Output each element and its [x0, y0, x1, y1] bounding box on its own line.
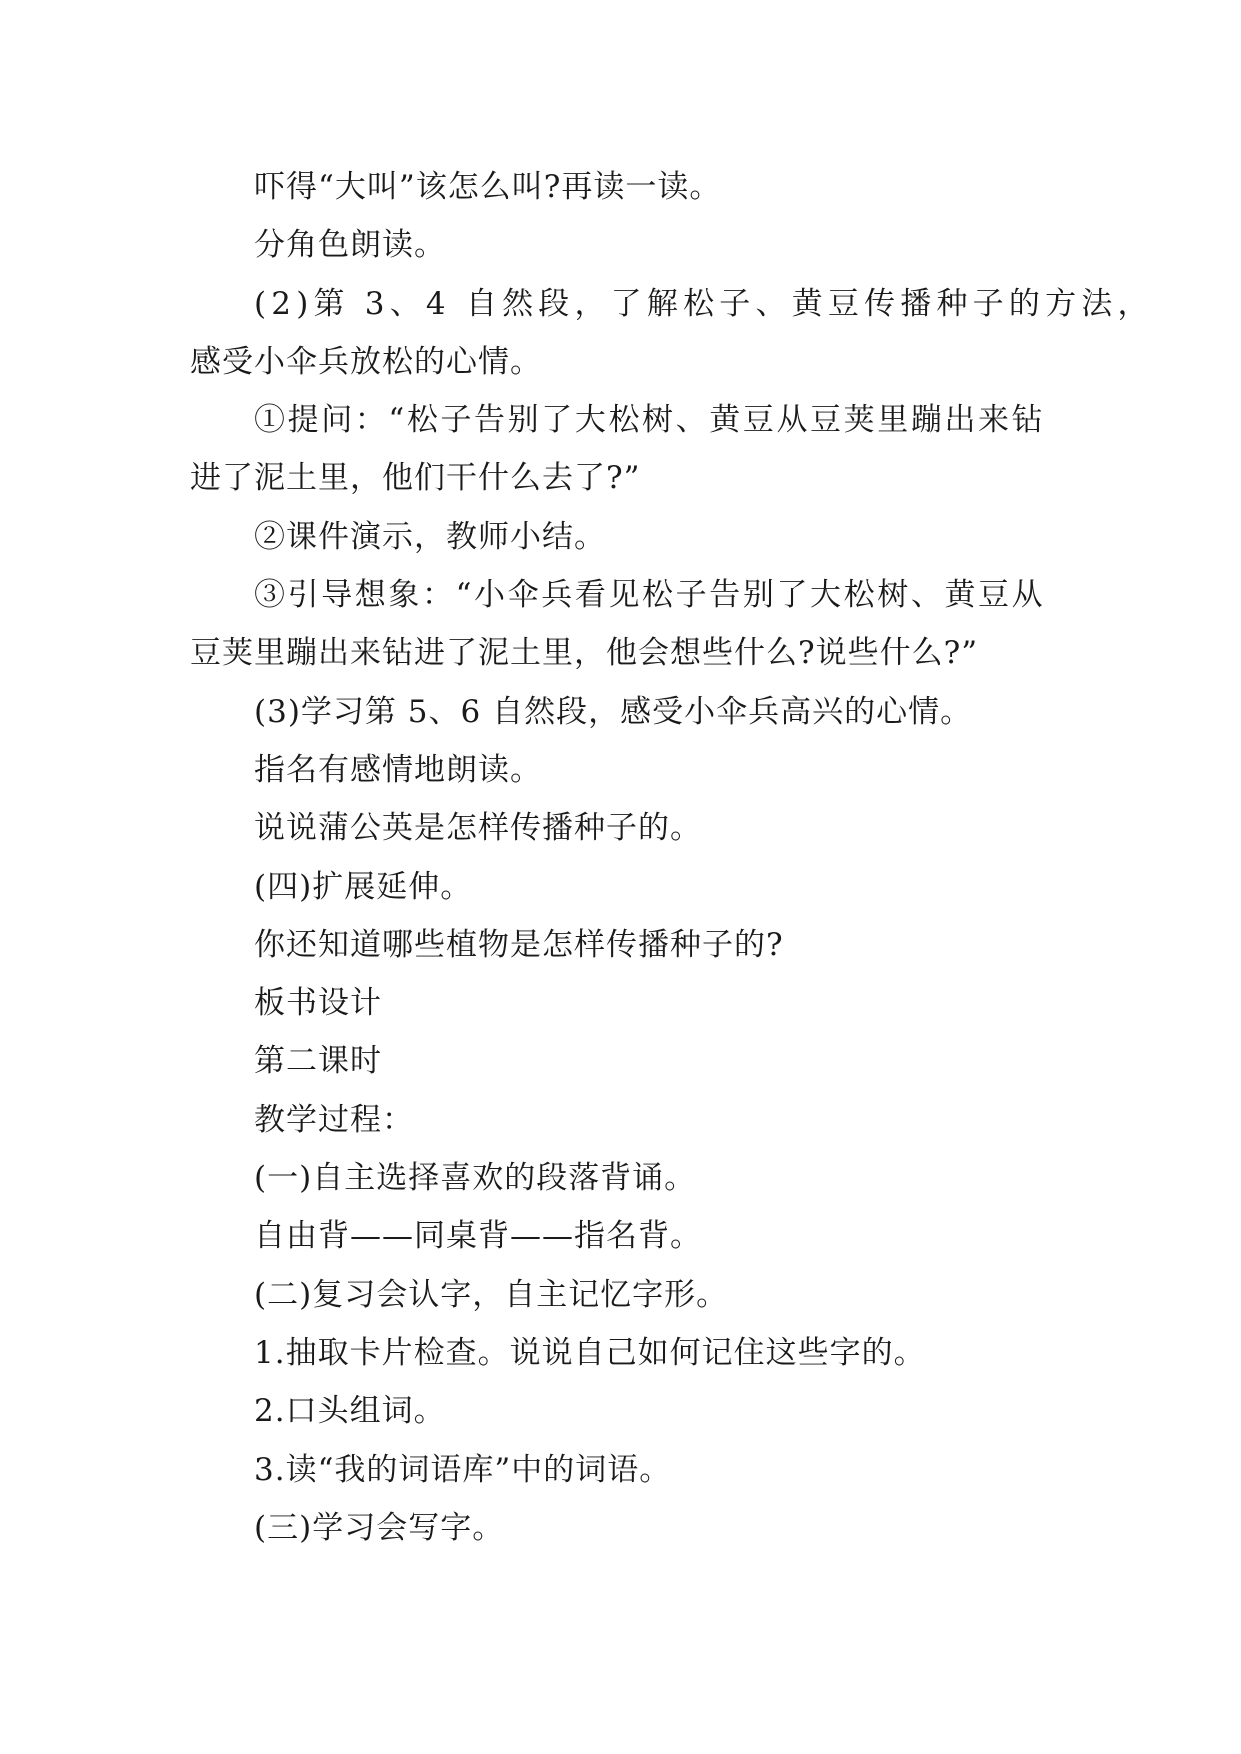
section-heading: 第二课时: [254, 1043, 382, 1080]
paragraph-line: 你还知道哪些植物是怎样传播种子的?: [254, 926, 784, 963]
paragraph-line: 豆荚里蹦出来钻进了泥土里，他会想些什么?说些什么?”: [190, 635, 979, 672]
paragraph-line: (2)第 3、4 自然段，了解松子、黄豆传播种子的方法，: [254, 285, 1154, 322]
paragraph-line: 1.抽取卡片检查。说说自己如何记住这些字的。: [254, 1334, 926, 1371]
section-heading: 教学过程：: [254, 1101, 414, 1138]
paragraph-line: 感受小伞兵放松的心情。: [190, 343, 542, 380]
paragraph-line: 自由背——同桌背——指名背。: [254, 1218, 702, 1255]
paragraph-line: ①提问：“松子告别了大松树、黄豆从豆荚里蹦出来钻: [254, 402, 1046, 439]
paragraph-line: 分角色朗读。: [254, 227, 446, 264]
paragraph-line: (3)学习第 5、6 自然段，感受小伞兵高兴的心情。: [254, 693, 973, 730]
paragraph-line: 指名有感情地朗读。: [254, 751, 542, 788]
paragraph-line: 2.口头组词。: [254, 1393, 446, 1430]
document-body: [190, 158, 1154, 1557]
paragraph-line: ②课件演示，教师小结。: [254, 518, 606, 555]
paragraph-line: (一)自主选择喜欢的段落背诵。: [254, 1160, 697, 1197]
paragraph-line: 吓得“大叫”该怎么叫?再读一读。: [254, 169, 722, 205]
paragraph-line: (三)学习会写字。: [254, 1509, 505, 1546]
section-heading: (四)扩展延伸。: [254, 868, 473, 905]
paragraph-line: ③引导想象：“小伞兵看见松子告别了大松树、黄豆从: [254, 577, 1046, 614]
paragraph-line: 说说蒲公英是怎样传播种子的。: [254, 810, 702, 847]
paragraph-line: (二)复习会认字，自主记忆字形。: [254, 1276, 729, 1313]
paragraph-line: 进了泥土里，他们干什么去了?”: [190, 460, 641, 497]
paragraph-line: 3.读“我的词语库”中的词语。: [254, 1451, 672, 1488]
section-heading: 板书设计: [254, 985, 382, 1022]
